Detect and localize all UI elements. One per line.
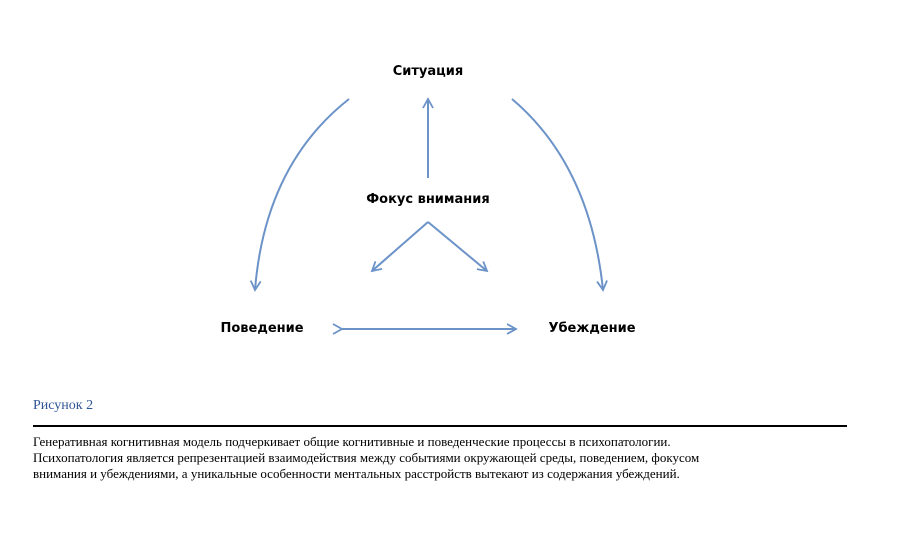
caption-divider [33,425,847,427]
node-behavior: Поведение [220,321,304,336]
figure-description [33,434,863,482]
arrow-focus-to-belief [428,222,487,271]
description-line: Психопатология является репрезентацией взаимодействия между событиями окружающей среды, поведением, фокусом [33,450,700,465]
description-line: внимания и убеждениями, а уникальные особенности ментальных расстройств вытекают из содержания убеждений. [33,466,680,481]
description-line: Генеративная когнитивная модель подчеркивает общие когнитивные и поведенческие процессы в психопатологии. [33,434,671,449]
arrow-focus-to-behavior [372,222,428,271]
node-situation: Ситуация [392,64,464,79]
figure-caption: Рисунок 2 [33,398,94,413]
node-belief: Убеждение [548,321,636,336]
arrow-situation-to-belief [512,99,603,290]
arrow-situation-to-behavior [255,99,349,290]
node-focus-of-attention: Фокус внимания [366,192,490,207]
